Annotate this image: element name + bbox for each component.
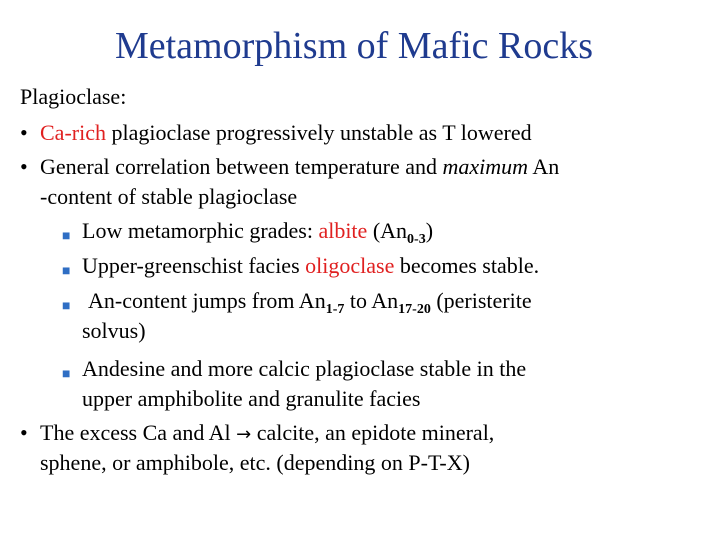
bullet-marker: • — [20, 120, 28, 145]
subscript: 17-20 — [398, 302, 431, 317]
mineral-oligoclase: oligoclase — [305, 253, 395, 278]
bullet-text: calcite, an epidote mineral, — [251, 420, 495, 445]
square-bullet-icon: ■ — [62, 264, 71, 279]
bullet-marker: • — [20, 420, 28, 445]
sub-bullet-an-content — [88, 288, 532, 317]
bullet-excess-line2: sphene, or amphibole, etc. (depending on P-T-X) — [40, 450, 470, 475]
square-bullet-icon: ■ — [62, 367, 71, 382]
sub-bullet-andesine: Andesine and more calcic plagioclase stable in the — [82, 356, 527, 381]
italic-maximum: maximum — [442, 154, 529, 179]
right-arrow-icon: → — [236, 424, 252, 445]
bullet-marker: • — [20, 154, 28, 179]
subscript: 0-3 — [407, 232, 426, 247]
ca-rich-text: Ca-rich — [40, 120, 106, 145]
sub-bullet-text: Upper-greenschist facies — [82, 253, 306, 278]
sub-bullet-low-grade — [82, 218, 434, 247]
bullet-correlation-line2: -content of stable plagioclase — [40, 184, 298, 209]
mineral-albite: albite — [318, 218, 368, 243]
bullet-ca-rich — [40, 120, 532, 146]
bullet-text: The excess Ca and Al — [40, 420, 237, 445]
subscript: 1-7 — [325, 302, 345, 317]
slide-title: Metamorphism of Mafic Rocks — [114, 25, 594, 67]
sub-bullet-text: (An — [367, 218, 408, 243]
sub-bullet-greenschist — [82, 253, 539, 279]
bullet-correlation — [40, 154, 559, 180]
bullet-text: An — [528, 154, 560, 179]
sub-bullet-text: to An — [344, 288, 399, 313]
bullet-excess — [40, 420, 494, 448]
sub-bullet-andesine-line2: upper amphibolite and granulite facies — [82, 386, 421, 411]
sub-bullet-text: (peristerite — [430, 288, 532, 313]
bullet-text: General correlation between temperature and — [40, 154, 443, 179]
heading: Plagioclase: — [20, 84, 127, 109]
bullet-text: plagioclase progressively unstable as T lowered — [105, 120, 532, 145]
sub-bullet-an-content-line2: solvus) — [82, 318, 146, 343]
sub-bullet-text: An-content jumps from An — [88, 288, 326, 313]
sub-bullet-text: Low metamorphic grades: — [82, 218, 319, 243]
sub-bullet-text: becomes stable. — [394, 253, 540, 278]
square-bullet-icon: ■ — [62, 299, 71, 314]
square-bullet-icon: ■ — [62, 229, 71, 244]
sub-bullet-text: ) — [425, 218, 434, 243]
